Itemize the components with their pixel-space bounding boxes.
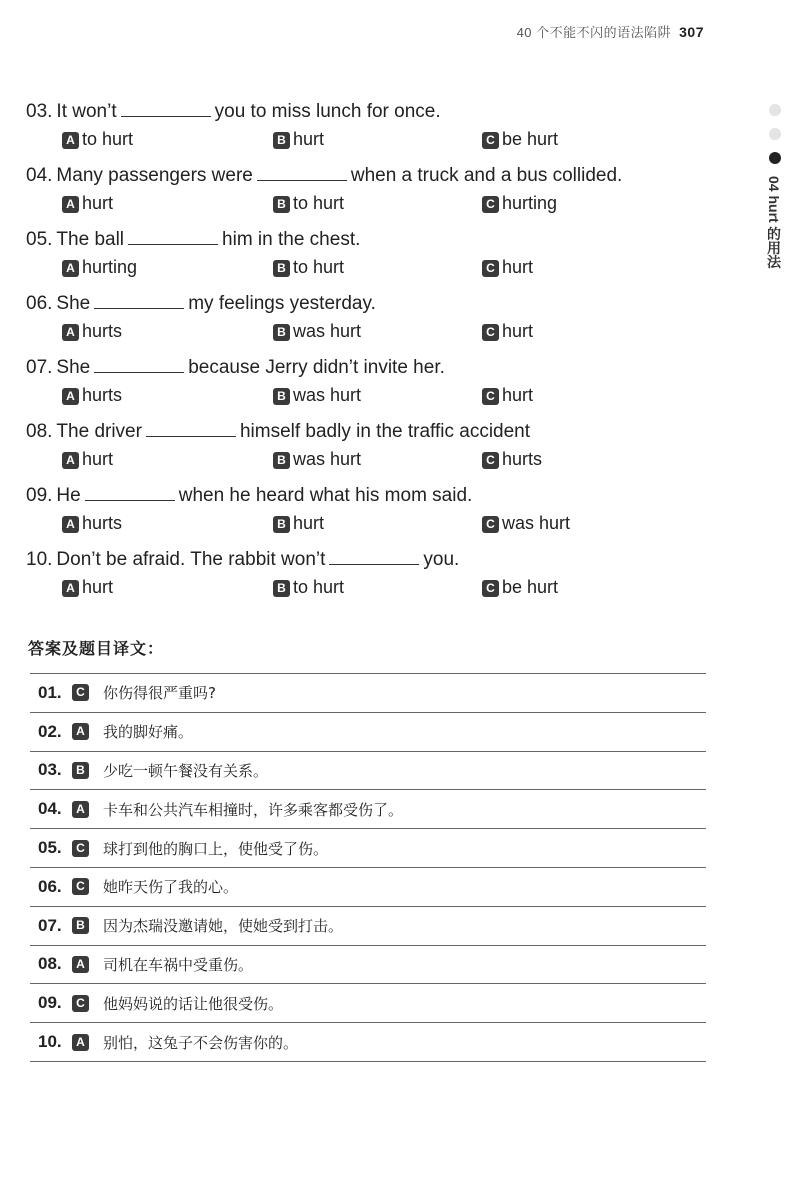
option-text: was hurt xyxy=(502,513,571,533)
option-letter-badge: A xyxy=(62,132,79,149)
option-b xyxy=(273,190,344,216)
option-letter-badge: B xyxy=(273,260,290,277)
question-item xyxy=(26,226,716,290)
question-item xyxy=(26,418,716,482)
progress-dot xyxy=(769,104,781,116)
option-text: be hurt xyxy=(502,577,559,597)
answer-blank xyxy=(85,484,175,501)
option-c xyxy=(482,510,570,536)
question-stem-after: because Jerry didn’t invite her. xyxy=(188,357,445,378)
question-stem-after: himself badly in the traffic accident xyxy=(239,421,531,442)
answer-letter-badge: C xyxy=(72,878,89,895)
answer-blank xyxy=(121,100,211,117)
option-row xyxy=(62,510,716,536)
option-letter-badge: A xyxy=(62,324,79,341)
question-text xyxy=(26,226,716,254)
answer-number: 09. xyxy=(38,993,62,1013)
answer-row xyxy=(30,713,706,752)
option-text: was hurt xyxy=(293,321,362,341)
option-b xyxy=(273,382,361,408)
option-text: hurt xyxy=(82,193,114,213)
option-c xyxy=(482,574,558,600)
question-stem-before: The driver xyxy=(56,421,142,442)
option-a xyxy=(62,382,122,408)
question-text xyxy=(26,98,716,126)
option-text: to hurt xyxy=(293,577,345,597)
answer-row xyxy=(30,790,706,829)
option-text: hurts xyxy=(82,321,123,341)
answer-number: 05. xyxy=(38,838,62,858)
option-text: hurt xyxy=(502,385,534,405)
question-text xyxy=(26,162,716,190)
option-text: hurts xyxy=(82,513,123,533)
option-row xyxy=(62,382,716,408)
option-c xyxy=(482,126,558,152)
question-number: 05. xyxy=(26,229,53,250)
answer-translation: 司机在车祸中受重伤。 xyxy=(103,955,254,974)
question-stem-after: him in the chest. xyxy=(222,229,361,250)
option-text: hurts xyxy=(502,449,543,469)
answer-letter-badge: C xyxy=(72,840,89,857)
question-item xyxy=(26,482,716,546)
question-stem-before: She xyxy=(56,357,91,378)
option-row xyxy=(62,446,716,472)
option-text: hurt xyxy=(82,577,114,597)
question-number: 08. xyxy=(26,421,53,442)
answer-letter-badge: C xyxy=(72,995,89,1012)
option-row xyxy=(62,318,716,344)
answer-blank xyxy=(94,292,184,309)
option-row xyxy=(62,574,716,600)
option-letter-badge: C xyxy=(482,388,499,405)
option-letter-badge: B xyxy=(273,452,290,469)
option-letter-badge: C xyxy=(482,260,499,277)
question-number: 10. xyxy=(26,549,53,570)
question-item xyxy=(26,162,716,226)
question-text xyxy=(26,482,716,510)
answer-blank xyxy=(257,164,347,181)
question-stem-after: you. xyxy=(423,549,460,570)
option-letter-badge: C xyxy=(482,324,499,341)
answer-letter-badge: B xyxy=(72,917,89,934)
option-letter-badge: B xyxy=(273,324,290,341)
option-a xyxy=(62,510,122,536)
answer-translation: 你伤得很严重吗? xyxy=(103,684,216,703)
answer-number: 02. xyxy=(38,721,62,741)
option-c xyxy=(482,190,557,216)
question-item xyxy=(26,290,716,354)
answer-row xyxy=(30,674,706,713)
option-b xyxy=(273,574,344,600)
option-b xyxy=(273,446,361,472)
option-text: hurt xyxy=(502,321,534,341)
option-a xyxy=(62,254,137,280)
answer-letter-badge: A xyxy=(72,723,89,740)
option-letter-badge: B xyxy=(273,516,290,533)
option-c xyxy=(482,446,542,472)
option-text: hurt xyxy=(502,257,534,277)
option-text: was hurt xyxy=(293,385,362,405)
option-text: hurt xyxy=(82,449,114,469)
option-b xyxy=(273,318,361,344)
question-stem-before: He xyxy=(56,485,81,506)
option-c xyxy=(482,382,533,408)
option-b xyxy=(273,254,344,280)
answer-row xyxy=(30,752,706,791)
option-letter-badge: C xyxy=(482,580,499,597)
answer-number: 06. xyxy=(38,876,62,896)
option-text: was hurt xyxy=(293,449,362,469)
answer-row xyxy=(30,868,706,907)
answer-letter-badge: A xyxy=(72,956,89,973)
answer-translation: 她昨天伤了我的心。 xyxy=(103,878,239,897)
option-a xyxy=(62,190,113,216)
question-item xyxy=(26,546,716,610)
answer-letter-badge: A xyxy=(72,1034,89,1051)
answer-letter-badge: A xyxy=(72,801,89,818)
answer-blank xyxy=(94,356,184,373)
option-text: be hurt xyxy=(502,129,559,149)
question-number: 04. xyxy=(26,165,53,186)
answer-number: 01. xyxy=(38,682,62,702)
answer-translation: 他妈妈说的话让他很受伤。 xyxy=(103,994,284,1013)
question-stem-after: you to miss lunch for once. xyxy=(214,101,441,122)
progress-dot-active xyxy=(769,152,781,164)
question-stem-before: The ball xyxy=(56,229,125,250)
question-text xyxy=(26,354,716,382)
answer-number: 08. xyxy=(38,954,62,974)
option-letter-badge: B xyxy=(273,132,290,149)
question-item xyxy=(26,98,716,162)
book-title: 40 个不能不闪的语法陷阱 xyxy=(516,25,672,40)
option-text: to hurt xyxy=(293,193,345,213)
answer-row xyxy=(30,984,706,1023)
option-b xyxy=(273,510,324,536)
answer-translation: 少吃一顿午餐没有关系。 xyxy=(103,761,269,780)
answers-heading: 答案及题目译文： xyxy=(28,641,165,658)
option-text: to hurt xyxy=(82,129,134,149)
answer-row xyxy=(30,907,706,946)
option-letter-badge: A xyxy=(62,196,79,213)
answer-table xyxy=(30,673,706,1062)
chapter-side-label: 04 hurt 的用法 xyxy=(766,176,782,269)
option-a xyxy=(62,318,122,344)
option-letter-badge: A xyxy=(62,516,79,533)
answer-number: 10. xyxy=(38,1032,62,1052)
question-number: 06. xyxy=(26,293,53,314)
option-letter-badge: B xyxy=(273,196,290,213)
option-letter-badge: C xyxy=(482,132,499,149)
option-letter-badge: A xyxy=(62,388,79,405)
option-a xyxy=(62,574,113,600)
option-row xyxy=(62,254,716,280)
answer-number: 04. xyxy=(38,799,62,819)
option-a xyxy=(62,126,133,152)
option-letter-badge: C xyxy=(482,516,499,533)
chapter-progress-dots xyxy=(768,104,782,176)
option-letter-badge: A xyxy=(62,580,79,597)
question-stem-before: Many passengers were xyxy=(56,165,253,186)
page-number: 307 xyxy=(679,24,704,40)
answer-blank xyxy=(146,420,236,437)
answer-translation: 卡车和公共汽车相撞时，许多乘客都受伤了。 xyxy=(103,800,404,819)
option-letter-badge: C xyxy=(482,452,499,469)
progress-dot xyxy=(769,128,781,140)
page-header xyxy=(517,22,704,41)
answer-letter-badge: B xyxy=(72,762,89,779)
question-item xyxy=(26,354,716,418)
option-text: hurt xyxy=(293,513,325,533)
question-number: 03. xyxy=(26,101,53,122)
question-number: 09. xyxy=(26,485,53,506)
option-row xyxy=(62,190,716,216)
question-stem-before: Don’t be afraid. The rabbit won’t xyxy=(56,549,326,570)
option-text: to hurt xyxy=(293,257,345,277)
answer-translation: 因为杰瑞没邀请她，使她受到打击。 xyxy=(103,917,344,936)
answer-row xyxy=(30,1023,706,1062)
question-number: 07. xyxy=(26,357,53,378)
option-text: hurting xyxy=(82,257,138,277)
question-list xyxy=(26,98,716,610)
answer-translation: 别怕，这兔子不会伤害你的。 xyxy=(103,1033,299,1052)
answer-number: 03. xyxy=(38,760,62,780)
answer-row xyxy=(30,946,706,985)
answer-blank xyxy=(128,228,218,245)
option-text: hurts xyxy=(82,385,123,405)
option-letter-badge: B xyxy=(273,388,290,405)
question-text xyxy=(26,418,716,446)
option-text: hurt xyxy=(293,129,325,149)
question-stem-before: She xyxy=(56,293,91,314)
option-letter-badge: B xyxy=(273,580,290,597)
question-stem-after: when a truck and a bus collided. xyxy=(350,165,623,186)
question-text xyxy=(26,290,716,318)
answer-translation: 我的脚好痛。 xyxy=(103,723,194,742)
answer-translation: 球打到他的胸口上，使他受了伤。 xyxy=(103,839,329,858)
option-a xyxy=(62,446,113,472)
question-stem-after: my feelings yesterday. xyxy=(188,293,376,314)
answer-letter-badge: C xyxy=(72,684,89,701)
option-letter-badge: C xyxy=(482,196,499,213)
answer-blank xyxy=(329,548,419,565)
option-row xyxy=(62,126,716,152)
option-c xyxy=(482,318,533,344)
option-b xyxy=(273,126,324,152)
question-text xyxy=(26,546,716,574)
option-c xyxy=(482,254,533,280)
answer-number: 07. xyxy=(38,915,62,935)
option-letter-badge: A xyxy=(62,452,79,469)
option-text: hurting xyxy=(502,193,558,213)
option-letter-badge: A xyxy=(62,260,79,277)
question-stem-before: It won’t xyxy=(56,101,117,122)
answer-row xyxy=(30,829,706,868)
question-stem-after: when he heard what his mom said. xyxy=(178,485,473,506)
